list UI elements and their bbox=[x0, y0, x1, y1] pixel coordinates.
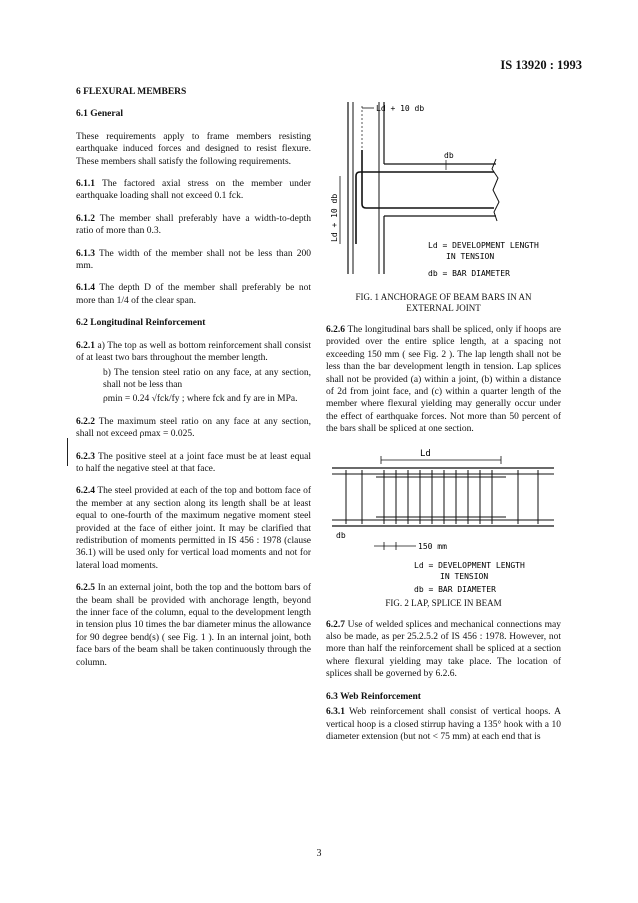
clause-6-2-1-a bbox=[76, 340, 311, 365]
clause-6-1-2 bbox=[76, 213, 311, 238]
section-6-1-heading: 6.1 General bbox=[76, 109, 123, 120]
fig1-side-dimension-label: Ld + 10 db bbox=[330, 193, 339, 242]
fig2-ld-label: Ld bbox=[420, 448, 431, 459]
clause-text: The longitudinal bars shall be spliced, only if hoops are provided over the entire splice length, at a spacing not exceeding 150 mm ( see Fig. 2 ). The lap length shall not be less than the bar development length in tension. Lap splices shall not be provided (a) within a joint, (b) within a distance of 2d from joint face, and (c) within a quarter length of the member where flexural yielding may generally occur under the effect of earthquake forces. Not more than 50 percent of the bars shall be spliced at one section. bbox=[326, 325, 561, 435]
section-6-2-heading: 6.2 Longitudinal Reinforcement bbox=[76, 318, 206, 329]
fig2-legend-ld: Ld = DEVELOPMENT LENGTH bbox=[414, 560, 525, 570]
clause-6-2-1-b: b) The tension steel ratio on any face, at any section, shall not be less than bbox=[103, 367, 311, 390]
clause-text: Web reinforcement shall consist of vertical hoops. A vertical hoop is a closed stirrup having a 135° hook with a 10 diameter extension (but not < 75 mm) at each end that is bbox=[326, 707, 561, 742]
clause-number: 6.2.6 bbox=[326, 325, 345, 335]
fig2-db-label: db bbox=[336, 530, 346, 540]
clause-6-2-5 bbox=[76, 582, 311, 669]
clause-6-1-4 bbox=[76, 282, 311, 307]
clause-number: 6.1.2 bbox=[76, 213, 95, 224]
right-column bbox=[326, 94, 561, 753]
clause-6-2-2 bbox=[76, 416, 311, 441]
page-number: 3 bbox=[316, 848, 322, 859]
section-6-heading: 6 FLEXURAL MEMBERS bbox=[76, 87, 187, 97]
clause-number: 6.2.7 bbox=[326, 619, 345, 630]
clause-6-3-1 bbox=[326, 706, 561, 743]
fig2-spacing-label: 150 mm bbox=[418, 541, 447, 551]
margin-change-bar bbox=[67, 438, 68, 466]
rho-min-formula: ρmin = 0.24 √fck/fy ; where fck and fy are in MPa. bbox=[103, 394, 298, 405]
clause-number: 6.2.3 bbox=[76, 451, 95, 462]
clause-number: 6.2.1 bbox=[76, 340, 95, 351]
clause-text: The member shall preferably have a width-to-depth ratio of more than 0.3. bbox=[76, 213, 311, 237]
fig1-legend-ld: Ld = DEVELOPMENT LENGTH bbox=[428, 241, 539, 250]
figure-2-lap-splice-diagram bbox=[326, 446, 561, 596]
standard-code-header: IS 13920 : 1993 bbox=[500, 58, 582, 72]
figure-1-anchorage-diagram bbox=[326, 94, 561, 290]
clause-text: The width of the member shall not be less than 200 mm. bbox=[76, 248, 311, 272]
clause-6-2-3 bbox=[76, 451, 311, 476]
figure-2-caption: FIG. 2 LAP, SPLICE IN BEAM bbox=[385, 597, 502, 608]
clause-6-1-3 bbox=[76, 248, 311, 273]
left-column bbox=[76, 86, 311, 679]
clause-text: The positive steel at a joint face must be at least equal to half the negative steel at that face. bbox=[76, 451, 311, 474]
clause-text: a) The top as well as bottom reinforcement shall consist of at least two bars throughout the member length. bbox=[76, 340, 312, 364]
clause-6-2-1 bbox=[76, 340, 311, 406]
figure-1-caption-line2: EXTERNAL JOINT bbox=[406, 303, 481, 313]
clause-number: 6.2.4 bbox=[76, 486, 95, 497]
clause-text: The depth D of the member shall preferably be not more than 1/4 of the clear span. bbox=[76, 283, 311, 306]
clause-number: 6.1.3 bbox=[76, 248, 95, 259]
clause-text: In an external joint, both the top and the bottom bars of the beam shall be provided with anchorage length, beyond the inner face of the column, equal to the development length in tension plus 10 times the bar diameter minus the allowance for 90 degree bend(s) ( see Fig. 1 ). In an internal joint, both face bars of the beam shall be taken continuously through the column. bbox=[76, 583, 312, 668]
figure-1-caption bbox=[326, 292, 561, 314]
clause-6-2-6 bbox=[326, 324, 561, 436]
figure-1-caption-line1: FIG. 1 ANCHORAGE OF BEAM BARS IN AN bbox=[355, 292, 532, 302]
section-6-3-heading: 6.3 Web Reinforcement bbox=[326, 691, 421, 702]
section-6-1-text: These requirements apply to frame members resisting earthquake induced forces and designed to resist flexure. These members shall satisfy the following requirements. bbox=[76, 131, 311, 167]
clause-6-2-4 bbox=[76, 485, 311, 572]
clause-text: The maximum steel ratio on any face at any section, shall not exceed ρmax = 0.025. bbox=[76, 416, 311, 440]
clause-6-1-1 bbox=[76, 178, 311, 203]
clause-text: Use of welded splices and mechanical connections may also be made, as per 25.2.5.2 of IS 456 : 1978. However, not more than half the reinforcement shall be spliced at a section where flexural yielding may take place. The location of splices shall be governed by 6.2.6. bbox=[326, 619, 561, 680]
fig2-legend-db: db = BAR DIAMETER bbox=[414, 584, 496, 594]
clause-number: 6.3.1 bbox=[326, 707, 345, 718]
clause-text: The steel provided at each of the top and bottom face of the member at any section along its length shall be at least equal to one-fourth of the maximum negative moment steel provided at the face of either joint. It may be clarified that redistribution of moments permitted in IS 456 : 1978 (clause 36.1) will be used only for vertical load moments and not for lateral load moments. bbox=[76, 486, 311, 571]
fig1-db-label: db bbox=[444, 151, 454, 160]
clause-number: 6.2.5 bbox=[76, 583, 95, 594]
clause-text: The factored axial stress on the member under earthquake loading shall not exceed 0.1 fck. bbox=[76, 179, 311, 202]
clause-number: 6.1.1 bbox=[76, 179, 95, 190]
clause-number: 6.2.2 bbox=[76, 416, 95, 427]
fig1-top-dimension-label: Ld + 10 db bbox=[376, 104, 425, 113]
fig1-legend-db: db = BAR DIAMETER bbox=[428, 269, 510, 278]
fig2-legend-ld-cont: IN TENSION bbox=[440, 571, 489, 581]
clause-number: 6.1.4 bbox=[76, 283, 95, 294]
fig1-legend-ld-cont: IN TENSION bbox=[446, 252, 495, 261]
clause-6-2-7 bbox=[326, 619, 561, 681]
